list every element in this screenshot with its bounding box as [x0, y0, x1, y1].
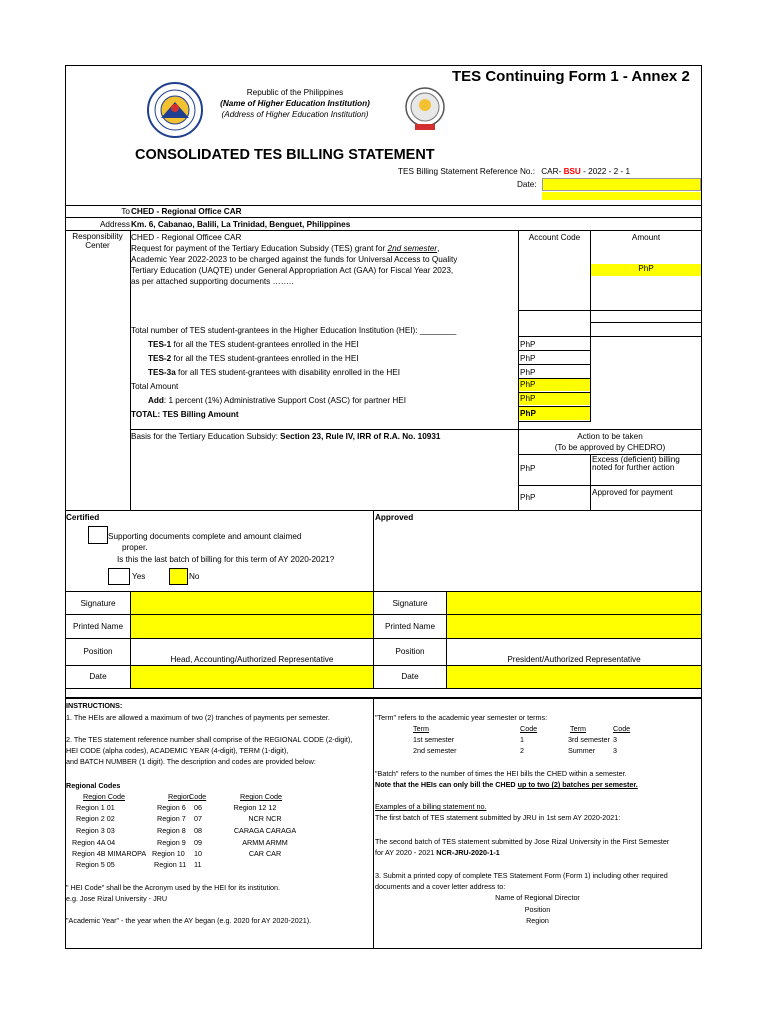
instructions-mid-divider	[373, 698, 374, 949]
certified-label: Certified	[66, 513, 100, 522]
request-line-1: Request for payment of the Tertiary Education Subsidy (TES) grant for 2nd semester,	[131, 244, 440, 253]
yes-checkbox[interactable]	[108, 568, 130, 585]
approved-label: Approved	[375, 513, 414, 522]
example-2b: for AY 2020 - 2021 NCR-JRU-2020-1-1	[375, 848, 500, 857]
rc-col1-2: Region 3 03	[76, 826, 115, 835]
term-header-2: Code	[520, 724, 538, 733]
excess-label-2: noted for further action	[592, 463, 675, 472]
php-tes2: PhP	[520, 354, 536, 363]
supporting-docs-checkbox[interactable]	[88, 526, 108, 544]
php-total-billing[interactable]: PhP	[519, 406, 590, 420]
right-printed-name-label: Printed Name	[384, 622, 436, 631]
rc-col3-5: 11	[194, 860, 202, 869]
left-date-label: Date	[89, 672, 107, 681]
batch-def: "Batch" refers to the number of times the HEI bills the CHED within a semester.	[375, 769, 627, 778]
basis-line: Basis for the Tertiary Education Subsidy: Section 23, Rule IV, IRR of R.A. No. 10931	[131, 432, 441, 441]
php-total-amount[interactable]: PhP	[519, 378, 590, 391]
reference-prefix: CAR-	[541, 167, 562, 176]
supporting-docs-line-1: Supporting documents complete and amount claimed	[108, 532, 302, 541]
date-input[interactable]	[542, 178, 701, 191]
right-position-value: President/Authorized Representative	[507, 655, 641, 664]
regional-codes-title: Regional Codes	[66, 781, 121, 790]
left-signature-label: Signature	[80, 599, 116, 608]
total-billing-row: TOTAL: TES Billing Amount	[131, 410, 239, 419]
right-signature-label: Signature	[392, 599, 428, 608]
date-input-row-2[interactable]	[542, 192, 701, 200]
term-r1-c4: 3	[613, 735, 617, 744]
last-batch-question: Is this the last batch of billing for this term of AY 2020-2021?	[117, 555, 335, 564]
rc-col2-5: Region 11	[154, 860, 187, 869]
right-date-field[interactable]	[447, 666, 701, 688]
instr-line-2b: HEI CODE (alpha codes), ACADEMIC YEAR (4-digit), TERM (1-digit),	[66, 746, 289, 755]
rc-col2-0: Region 6	[157, 803, 186, 812]
address-name: Name of Regional Director	[495, 893, 580, 902]
request-line-4: as per attached supporting documents ……..	[131, 277, 294, 286]
to-value: CHED - Regional Office CAR	[131, 207, 242, 216]
resp-center-label-1: Responsibility	[72, 232, 123, 241]
add-asc-row: Add: 1 percent (1%) Administrative Support Cost (ASC) for partner HEI	[148, 396, 407, 405]
action-subtitle: (To be approved by CHEDRO)	[554, 443, 666, 452]
form-title: TES Continuing Form 1 - Annex 2	[452, 68, 690, 85]
left-printed-name-field[interactable]	[131, 615, 373, 638]
rc-col4-3: ARMM ARMM	[242, 838, 288, 847]
php-excess: PhP	[520, 464, 536, 473]
rc-col3-4: 10	[194, 849, 202, 858]
rc-col2-3: Region 9	[157, 838, 186, 847]
term-r1-c2: 1	[520, 735, 524, 744]
example-1: The first batch of TES statement submitted by JRU in 1st sem AY 2020-2021:	[375, 813, 621, 822]
left-position-label: Position	[83, 647, 113, 656]
instr-line-2a: 2. The TES statement reference number shall comprise of the REGIONAL CODE (2-digit),	[66, 735, 353, 744]
rc-col4-0: Region 12 12	[233, 803, 277, 812]
resp-center-value: CHED - Regional Officee CAR	[131, 233, 242, 242]
submit-line-2: documents and a cover letter address to:	[375, 882, 506, 891]
rc-col3-1: 07	[194, 814, 202, 823]
rc-header-1: Region Code	[83, 792, 125, 801]
rc-col3-0: 06	[194, 803, 202, 812]
hei-name-label: (Name of Higher Education Institution)	[220, 99, 370, 108]
request-line-3: Tertiary Education (UAQTE) under General Appropriation Act (GAA) for Fiscal Year 2023,	[131, 266, 454, 275]
no-label: No	[189, 572, 200, 581]
term-def: "Term" refers to the academic year semester or terms:	[375, 713, 548, 722]
total-grantees-line: Total number of TES student-grantees in the Higher Education Institution (HEI): ________	[131, 326, 457, 335]
col-divider-mid	[518, 230, 519, 510]
php-tes1: PhP	[520, 340, 536, 349]
term-r2-c3: Summer	[568, 746, 596, 755]
rc-col1-1: Region 2 02	[76, 814, 115, 823]
account-code-header: Account Code	[528, 233, 581, 242]
instr-line-2c: and BATCH NUMBER (1 digit). The description and codes are provided below:	[66, 757, 316, 766]
left-position-value: Head, Accounting/Authorized Representative	[170, 655, 334, 664]
reference-hei-code: BSU	[563, 167, 581, 176]
main-title: CONSOLIDATED TES BILLING STATEMENT	[135, 147, 435, 163]
reference-suffix: - 2022 - 2 - 1	[583, 167, 631, 176]
rc-col3-3: 09	[194, 838, 202, 847]
address-label: Address	[99, 220, 130, 229]
term-r2-c1: 2nd semester	[413, 746, 457, 755]
rc-header-2: Region	[168, 792, 191, 801]
term-r2-c4: 3	[613, 746, 617, 755]
amount-php-field[interactable]: PhP	[591, 264, 701, 276]
term-r2-c2: 2	[520, 746, 524, 755]
rc-col2-1: Region 7	[157, 814, 186, 823]
tes2-row: TES-2 for all the TES student-grantees enrolled in the HEI	[148, 354, 359, 363]
term-header-1: Term	[413, 724, 429, 733]
example-2a: The second batch of TES statement submitted by Jose Rizal University in the First Semester	[375, 837, 670, 846]
semester-value: 2nd semester	[387, 244, 438, 253]
date-label: Date:	[517, 180, 537, 189]
request-line-2: Academic Year 2022-2023 to be charged against the funds for Universal Access to Quality	[131, 255, 458, 264]
rc-col1-0: Region 1 01	[76, 803, 115, 812]
php-approved: PhP	[520, 493, 536, 502]
rc-col3-2: 08	[194, 826, 202, 835]
term-r1-c1: 1st semester	[413, 735, 455, 744]
rc-header-4: Region Code	[240, 792, 282, 801]
term-header-3: Term	[570, 724, 586, 733]
rc-col4-4: CAR CAR	[248, 849, 282, 858]
rc-col1-5: Region 5 05	[76, 860, 115, 869]
reference-line	[398, 167, 630, 177]
right-position-label: Position	[395, 647, 425, 656]
rc-col2-2: Region 8	[157, 826, 186, 835]
no-checkbox[interactable]	[169, 568, 188, 585]
republic-label: Republic of the Philippines	[246, 88, 344, 97]
left-signature-field[interactable]	[131, 592, 373, 614]
term-r1-c3: 3rd semester	[568, 735, 610, 744]
hei-code-def: " HEI Code" shall be the Acronym used by the HEI for its institution.	[66, 883, 281, 892]
php-tes3a: PhP	[520, 368, 536, 377]
rc-col1-3: Region 4A 04	[72, 838, 116, 847]
right-printed-name-field[interactable]	[447, 615, 701, 638]
hei-address-label: (Address of Higher Education Institution)	[221, 110, 369, 119]
submit-line-1: 3. Submit a printed copy of complete TES Statement Form (Form 1) including other required	[375, 871, 668, 880]
rc-col1-4: Region 4B MIMAROPA	[72, 849, 147, 858]
yes-label: Yes	[132, 572, 146, 581]
rc-header-3: Code	[189, 792, 207, 801]
right-signature-field[interactable]	[447, 592, 701, 614]
batch-note: Note that the HEIs can only bill the CHED up to two (2) batches per semester.	[375, 780, 638, 789]
address-region: Region	[526, 916, 549, 925]
term-header-4: Code	[613, 724, 631, 733]
agency-seal-logo	[403, 86, 447, 132]
instr-line-1: 1. The HEIs are allowed a maximum of two (2) tranches of payments per semester.	[66, 713, 330, 722]
left-date-field[interactable]	[131, 666, 373, 688]
examples-title: Examples of a billing statement no.	[375, 802, 487, 811]
tes1-row: TES-1 for all the TES student-grantees enrolled in the HEI	[148, 340, 359, 349]
action-title: Action to be taken	[577, 432, 643, 441]
instructions-title: INSTRUCTIONS:	[66, 701, 123, 710]
supporting-docs-line-2: proper.	[122, 543, 148, 552]
total-amount-row: Total Amount	[131, 382, 179, 391]
address-position: Position	[524, 905, 551, 914]
php-asc[interactable]: PhP	[519, 392, 590, 405]
reference-label: TES Billing Statement Reference No.:	[398, 167, 535, 176]
rc-col4-2: CARAGA CARAGA	[233, 826, 297, 835]
to-label: To	[121, 207, 130, 216]
academic-year-def: "Academic Year" - the year when the AY began (e.g. 2020 for AY 2020-2021).	[66, 916, 312, 925]
amount-header: Amount	[631, 233, 661, 242]
hei-code-example: e.g. Jose Rizal University - JRU	[66, 894, 168, 903]
rc-col4-1: NCR NCR	[248, 814, 282, 823]
address-value: Km. 6, Cabanao, Balili, La Trinidad, Benguet, Philippines	[131, 220, 351, 229]
approved-payment-label: Approved for payment	[592, 488, 673, 497]
right-date-label: Date	[401, 672, 419, 681]
excess-label-1: Excess (deficient) billing	[592, 455, 680, 464]
rc-col2-4: Region 10	[152, 849, 185, 858]
left-printed-name-label: Printed Name	[72, 622, 124, 631]
resp-center-label-2: Center	[85, 241, 110, 250]
tes3a-row: TES-3a for all TES student-grantees with disability enrolled in the HEI	[148, 368, 400, 377]
